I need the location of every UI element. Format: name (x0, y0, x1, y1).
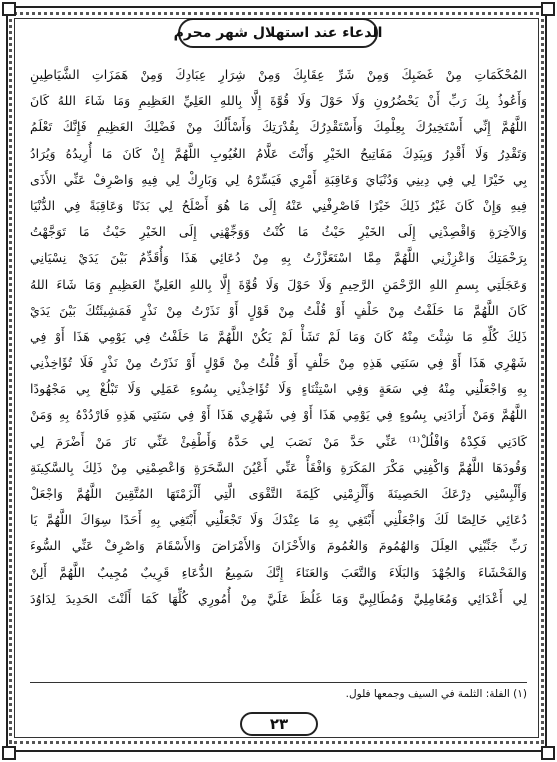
text-line: بِرَحْمَتِكَ وَاعْزِزْنِي اللَّهُمَّ مِمَّا اسْتَعَزَّزْتُ بِهِ مِنْ دُعَائِي هَذَا وَأُقَدِّمُ بَيْنَ يَدَيْ نِسْيَانِي (30, 250, 527, 266)
text-line: اللَّهُمَّ إِنِّي أَسْتَخِيرُكَ بِعِلْمِكَ وَأَسْتَقْدِرُكَ بِقُدْرَتِكَ وَأَسْأَلُكَ مِنْ فَضْلِكَ العَظِيمِ فَإِنَّكَ تَعْلَمُ (30, 119, 527, 135)
corner-ornament-bottom-right (541, 746, 555, 760)
text-line: لِي أَعْدَائِي وَمُعَامِلِيَّ وَمُطَالِبِيَّ وَمَا غَلُظَ عَلَيَّ مِنْ أُمُورِي كُلِّهَا كَمَا أَلَنْتَ الحَدِيدَ لِدَاوُدَ (30, 590, 527, 606)
text-line: كَادَنِي فَكِدْهُ وَافْلُلْ⁽¹⁾ عَنِّي حَدَّ مَنْ نَصَبَ لِي حَدَّهُ وَأَطْفِئْ عَنِّي نَارَ مَنْ أَضْرَمَ لِي (30, 433, 527, 449)
running-header (173, 18, 383, 48)
text-line: اللَّهُمَّ وَمَنْ أَرَادَنِي بِسُوءٍ فِي يَوْمِي هَذَا أَوْ فِي شَهْرِي هَذَا أَوْ فِي سَنَتِي هَذِهِ فَارْدُدْهُ بِهِ وَمَنْ (30, 407, 527, 423)
corner-ornament-top-left (2, 2, 16, 16)
text-line: ذَلِكَ كُلِّهِ مَا شِئْتَ مِنْهُ كَانَ وَمَا لَمْ تَشَأْ لَمْ يَكُنْ اللَّهُمَّ مَا حَلَفْتُ فِي يَوْمِي هَذَا أَوْ فِي (30, 328, 527, 344)
text-line: رَبِّ جَنِّبْنِي العِلَلَ وَالهُمُومَ وَالغُمُومَ وَالأَحْزَانَ وَالأَمْرَاضَ وَالأَسْقَامَ وَاصْرِفْ عَنِّي السُّوءَ (30, 538, 527, 554)
text-line: المُحْكَمَاتِ مِنْ غَضَبِكَ وَمِنْ شَرِّ عِقَابِكَ وَمِنْ شِرَارِ عِبَادِكَ وَمِنْ هَمَزَاتِ الشَّيَاطِينِ (30, 67, 527, 82)
text-line: دُعَائِي خَالِصًا لَكَ وَاجْعَلْنِي أَبْتَغِي بِهِ مَا عِنْدَكَ وَلَا تَجْعَلْنِي أَبْتَغِي بِهِ أَحَدًا سِوَاكَ اللَّهُمَّ يَا (30, 512, 527, 528)
footnote: (١) الفلة: الثلمة في السيف وجمعها فلول. (345, 688, 527, 700)
text-line: وَأَعُوذُ بِكَ رَبِّ أَنْ يَحْضُرُونِ وَلَا حَوْلَ وَلَا قُوَّةَ إِلَّا بِاللهِ العَلِيِّ العَظِيمِ وَمَا شَاءَ اللهُ كَانَ (30, 93, 527, 109)
running-header-title: الدعاء عند استهلال شهر محرم (173, 25, 383, 41)
text-line: شَهْرِي هَذَا أَوْ فِي سَنَتِي هَذِهِ مِنْ حَلْفٍ أَوْ قُلْتُ مِنْ قَوْلٍ أَوْ نَذَرْتُ مِنْ نَذْرٍ فَلَا تُؤَاخِذْنِي (30, 355, 527, 371)
text-line: بِي خَيْرًا لِي فِي دِينِي وَدُنْيَايَ وَعَاقِبَةِ أَمْرِي فَيَسِّرْهُ لِي وَبَارِكْ لِي فِيهِ وَاصْرِفْ عَنِّي الأَذَى (30, 171, 527, 187)
text-line: وَالفَحْشَاءَ وَالجُهْدَ وَالبَلَاءَ وَالتَّعَبَ وَالعَنَاءَ إِنَّكَ سَمِيعُ الدُّعَاءِ قَرِيبٌ مُجِيبٌ اللَّهُمَّ أَلِنْ (30, 564, 527, 580)
page-number-plate (240, 712, 318, 736)
text-line: وَعَجَلَتِي بِسمِ اللهِ الرَّحْمَنِ الرَّحِيمِ وَلَا حَوْلَ وَلَا قُوَّةَ إِلَّا بِاللهِ العَلِيِّ العَظِيمِ وَمَا شَاءَ اللهُ (30, 276, 527, 292)
text-line: بِهِ وَاجْعَلْنِي مِنْهُ فِي سَعَةٍ وَفِي اسْتِثْنَاءٍ وَلَا تُؤَاخِذْنِي بِسُوءِ عَمَلِي وَلَا تَبْلُغْ بِي مَجْهُودًا (30, 381, 527, 397)
text-line: وَقُودَهَا اللَّهُمَّ وَاكْفِنِي مَكْرَ المَكَرَةِ وَافْقَأْ عَنِّي أَعْيُنَ السَّحَرَةِ وَاعْصِمْنِي مِنْ ذَلِكَ بِالسَّكِينَةِ (30, 459, 527, 475)
text-line: وَتَقْدِرُ وَلَا أَقْدِرُ وَبِيَدِكَ مَفَاتِيحُ الخَيْرِ وَأَنْتَ عَلَّامُ الغُيُوبِ اللَّهُمَّ إِنْ كَانَ مَا أُرِيدُهُ وَيُرَادُ (30, 145, 527, 161)
footnote-separator (30, 682, 527, 683)
page-number: ٢٣ (269, 715, 289, 733)
text-line: كَانَ اللَّهُمَّ مَا حَلَفْتُ مِنْ حَلْفٍ أَوْ قُلْتُ مِنْ قَوْلٍ أَوْ نَذَرْتُ مِنْ نَذْرٍ فَمَشِيئَتُكَ بَيْنَ يَدَيْ (30, 302, 527, 318)
corner-ornament-bottom-left (2, 746, 16, 760)
text-line: وَالآخِرَةِ وَاقْصِدْنِي إِلَى الخَيْرِ حَيْثُ مَا كُنْتُ وَوَجِّهْنِي إِلَى الخَيْرِ حَيْثُ مَا تَوَجَّهْتُ (30, 224, 527, 240)
text-line: فِيهِ وَإِنْ كَانَ غَيْرُ ذَلِكَ خَيْرًا فَاصْرِفْنِي عَنْهُ إِلَى مَا هُوَ أَصْلَحُ لِي بَدَنًا وَعَاقِبَةً فِي الدُّنْيَا (30, 197, 527, 213)
text-line: وَأَلْبِسْنِي دِرْعَكَ الحَصِينَةَ وَأَلْزِمْنِي كَلِمَةَ التَّقْوَى الَّتِي أَلْزَمْتَهَا المُتَّقِينَ اللَّهُمَّ وَاجْعَلْ (30, 486, 527, 501)
corner-ornament-top-right (541, 2, 555, 16)
page-body-text (30, 62, 527, 682)
